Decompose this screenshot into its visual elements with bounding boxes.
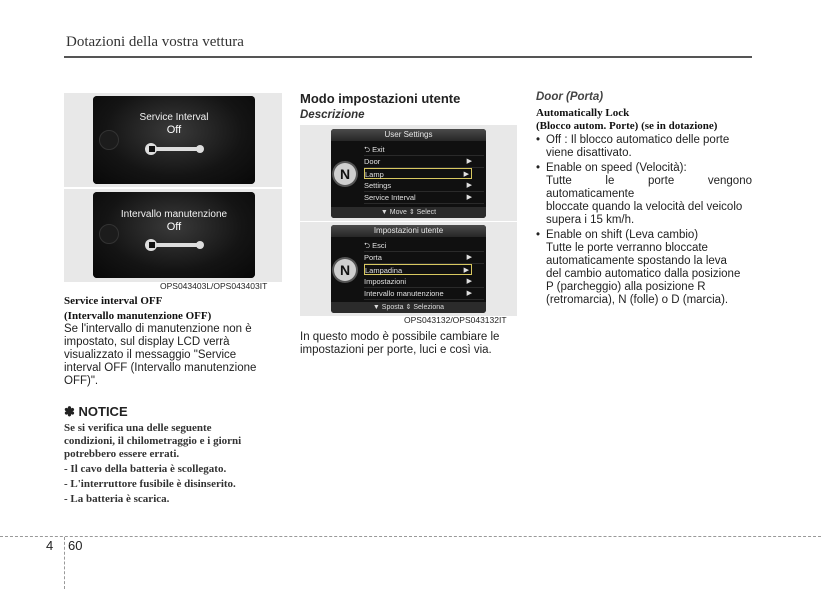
section-heading-it: (Intervallo manutenzione OFF) (64, 310, 212, 322)
bullet-line: supera i 15 km/h. (546, 214, 635, 226)
bullet-line: Tutte le porte verranno bloccate (546, 242, 708, 254)
text-line: interval OFF (Intervallo manutenzione (64, 362, 257, 374)
menu-item-label: Intervallo manutenzione (364, 289, 444, 298)
bullet-dot-icon: • (536, 134, 541, 146)
menu-item-label: Service Interval (364, 193, 416, 202)
text-line: visualizzato il messaggio "Service (64, 349, 237, 361)
menu-item-settings[interactable] (364, 180, 484, 192)
notice-line: condizioni, il chilometraggio e i giorni (64, 435, 242, 447)
wrench-icon (143, 238, 205, 252)
page-number: 60 (68, 538, 83, 553)
footer-dashed-rule (0, 536, 821, 537)
text-line: In questo modo è possibile cambiare le (300, 331, 500, 343)
text-line: impostazioni per porte, luci e così via. (300, 344, 492, 356)
gear-position-badge: N (334, 163, 356, 185)
header-rule (64, 56, 752, 58)
impostazioni-utente-menu (331, 225, 486, 313)
bullet-item (536, 229, 752, 307)
lcd-value: Off (166, 124, 182, 136)
bullet-line: del cambio automatico dalla posizione (546, 268, 741, 280)
middle-body (300, 331, 518, 357)
menu-item-door[interactable] (364, 156, 484, 168)
lcd-label: Service Interval (139, 112, 209, 123)
text-line: impostato, sul display LCD verrà (64, 336, 230, 348)
figure-caption-middle: OPS043132/OPS043132IT (404, 315, 507, 325)
middle-title: Modo impostazioni utente (300, 91, 461, 106)
bullet-list (536, 134, 752, 307)
menu-item-service-interval[interactable] (364, 192, 484, 204)
menu-item-esci[interactable] (364, 240, 484, 252)
menu-item-intervallo-manutenzione[interactable] (364, 288, 484, 300)
notice-body (64, 422, 280, 506)
arrow-right-icon: ▶ (466, 182, 472, 189)
notice-line: - La batteria è scarica. (64, 493, 170, 505)
menu-item-label: Lamp (365, 170, 384, 179)
section-heading-en: Service interval OFF (64, 295, 163, 307)
bullet-line: Enable on speed (Velocità): (546, 162, 687, 174)
bullet-dot-icon: • (536, 229, 541, 241)
notice-line: Se si verifica una delle seguente (64, 422, 212, 434)
user-settings-menu (331, 129, 486, 218)
auto-lock-heading-it: (Blocco autom. Porte) (se in dotazione) (536, 120, 718, 132)
menu-item-label: ⮌ Esci (364, 241, 387, 250)
menu-header: Impostazioni utente (331, 225, 486, 237)
arrow-right-icon: ▶ (463, 267, 469, 274)
bullet-line: automaticamente spostando la leva (546, 255, 727, 267)
menu-item-impostazioni[interactable] (364, 276, 484, 288)
bullet-line: (retromarcia), N (folle) o D (marcia). (546, 294, 729, 306)
menu-item-label: Porta (364, 253, 382, 262)
auto-lock-heading-en: Automatically Lock (536, 107, 630, 119)
gear-position-badge: N (334, 259, 356, 281)
bullet-line: P (parcheggio) alla posizione R (546, 281, 706, 293)
menu-item-label: Settings (364, 181, 392, 190)
menu-item-label: Door (364, 157, 381, 166)
bullet-item (536, 162, 752, 227)
bullet-dot-icon: • (536, 162, 541, 174)
menu-footer: ▼ Sposta ⇕ Seleziona (331, 302, 486, 313)
arrow-right-icon: ▶ (466, 194, 472, 201)
bullet-line: viene disattivato. (546, 147, 632, 159)
menu-item-lamp[interactable] (364, 168, 472, 179)
service-interval-body (64, 323, 280, 388)
right-title: Door (Porta) (536, 91, 604, 103)
bullet-line: Off : Il blocco automatico delle porte (546, 134, 730, 146)
notice-line: potrebbero essere errati. (64, 448, 180, 460)
menu-item-label: Impostazioni (364, 277, 407, 286)
arrow-right-icon: ▶ (466, 290, 472, 297)
figure-caption-left: OPS043403L/OPS043403IT (160, 281, 268, 291)
menu-item-exit[interactable] (364, 144, 484, 156)
menu-item-label: Lampadina (365, 266, 403, 275)
notice-line: - L'interruttore fusibile è disinserito. (64, 478, 236, 490)
arrow-right-icon: ▶ (466, 158, 472, 165)
menu-item-label: ⮌ Exit (364, 145, 385, 154)
lcd-label: Intervallo manutenzione (120, 209, 228, 220)
bullet-line: Enable on shift (Leva cambio) (546, 229, 699, 241)
middle-subtitle: Descrizione (300, 109, 365, 121)
notice-title: ✽ NOTICE (64, 404, 128, 419)
lcd-screen-service-interval (93, 96, 255, 184)
lcd-screen-intervallo (93, 192, 255, 278)
bullet-item (536, 134, 752, 160)
wrench-icon (143, 142, 205, 156)
footer-dashed-divider (64, 537, 65, 589)
text-line: OFF)". (64, 375, 99, 387)
menu-item-lampadina[interactable] (364, 264, 472, 275)
arrow-right-icon: ▶ (463, 171, 469, 178)
menu-item-porta[interactable] (364, 252, 484, 264)
bullet-line: bloccate quando la velocità del veicolo (546, 201, 743, 213)
arrow-right-icon: ▶ (466, 278, 472, 285)
menu-footer: ▼ Move ⇕ Select (331, 207, 486, 218)
page-header-title: Dotazioni della vostra vettura (66, 34, 244, 50)
notice-line: - Il cavo della batteria è scollegato. (64, 463, 227, 475)
arrow-right-icon: ▶ (466, 254, 472, 261)
text-line: Se l'intervallo di manutenzione non è (64, 323, 252, 335)
menu-header: User Settings (331, 129, 486, 141)
lcd-value: Off (166, 221, 182, 233)
bullet-line: Tutte le porte vengono automaticamente (546, 175, 752, 200)
page-section-number: 4 (46, 538, 54, 553)
